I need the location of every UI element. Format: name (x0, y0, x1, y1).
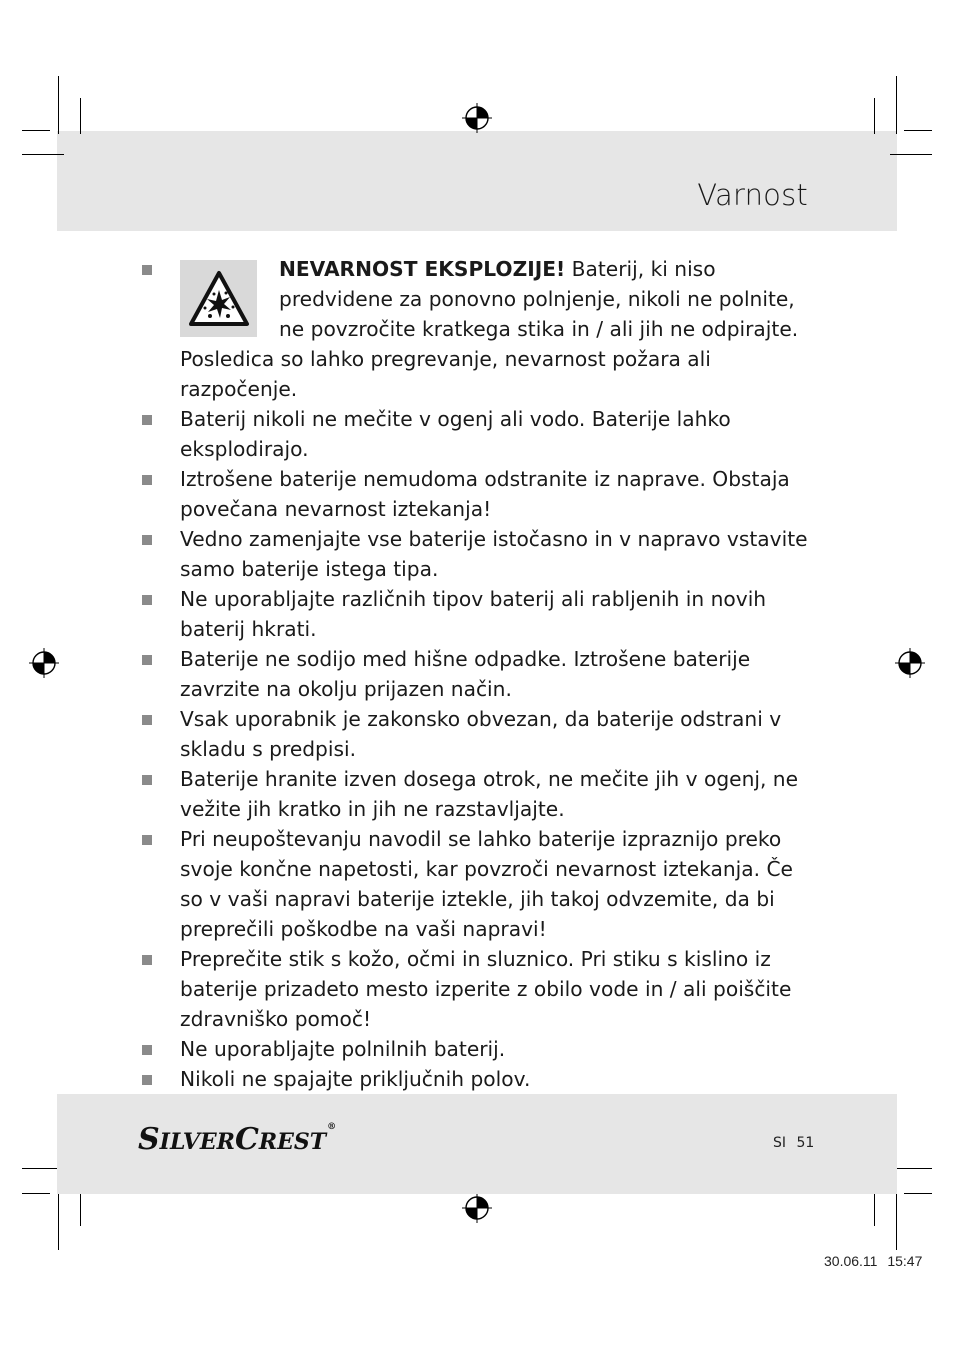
bullet-square-icon (142, 955, 152, 965)
bullet-square-icon (142, 415, 152, 425)
registration-mark-icon (29, 648, 59, 678)
registration-mark-icon (462, 1193, 492, 1223)
bullet-square-icon (142, 1075, 152, 1085)
list-item (140, 1034, 820, 1064)
warning-text: Baterij, ki niso predvidene za ponovno polnjenje, nikoli ne polnite, ne povzročite kratkega stika in / ali jih ne odpirajte. Posledica so lahko pregrevanje, nevarnost požara ali razpočenje. (180, 257, 799, 401)
page-title: Varnost (697, 178, 808, 212)
list-item (140, 524, 820, 584)
list-item-text: Pri neupoštevanju navodil se lahko baterije izpraznijo preko svoje končne napetosti, kar povzroči nevarnost iztekanja. Če so v vaši napravi baterije iztekle, jih takoj odvzemite, da bi preprečili poškodbe na vaši napravi! (180, 827, 793, 941)
warning-label: NEVARNOST EKSPLOZIJE! (279, 257, 566, 281)
safety-list (140, 254, 820, 1124)
list-item (140, 1064, 820, 1094)
bullet-square-icon (142, 595, 152, 605)
list-item-text: Baterije ne sodijo med hišne odpadke. Iztrošene baterije zavrzite na okolju prijazen način. (180, 647, 751, 701)
bullet-square-icon (142, 775, 152, 785)
bullet-square-icon (142, 535, 152, 545)
list-item (140, 704, 820, 764)
list-item (140, 254, 820, 404)
bullet-square-icon (142, 655, 152, 665)
list-item-text: Preprečite stik s kožo, očmi in sluznico. Pri stiku s kislino iz baterije prizadeto mesto izperite z obilo vode in / ali poiščite zdravniško pomoč! (180, 947, 792, 1031)
list-item (140, 944, 820, 1034)
list-item-text: Vedno zamenjajte vse baterije istočasno in v napravo vstavite samo baterije istega tipa. (180, 527, 808, 581)
bullet-square-icon (142, 265, 152, 275)
list-item-text: Vsak uporabnik je zakonsko obvezan, da baterije odstrani v skladu s predpisi. (180, 707, 782, 761)
page-number: SI 51 (773, 1135, 815, 1151)
list-item-text: Ne uporabljajte različnih tipov baterij ali rabljenih in novih baterij hkrati. (180, 587, 767, 641)
registration-mark-icon (462, 103, 492, 133)
list-item (140, 824, 820, 944)
list-item (140, 464, 820, 524)
list-item-text: Baterij nikoli ne mečite v ogenj ali vodo. Baterije lahko eksplodirajo. (180, 407, 731, 461)
list-item-text: Iztrošene baterije nemudoma odstranite iz naprave. Obstaja povečana nevarnost iztekanja! (180, 467, 790, 521)
bullet-square-icon (142, 715, 152, 725)
registration-mark-icon (895, 648, 925, 678)
bullet-square-icon (142, 835, 152, 845)
bullet-square-icon (142, 475, 152, 485)
list-item (140, 644, 820, 704)
list-item (140, 764, 820, 824)
list-item-text: Baterije hranite izven dosega otrok, ne mečite jih v ogenj, ne vežite jih kratko in jih ne razstavljajte. (180, 767, 799, 821)
print-timestamp: 30.06.11 15:47 (824, 1253, 923, 1269)
warning-icon-box (180, 260, 257, 337)
list-item-text: Nikoli ne spajajte priključnih polov. (180, 1067, 531, 1091)
brand-logo: SILVERCREST® (138, 1122, 337, 1157)
bullet-square-icon (142, 1045, 152, 1055)
list-item (140, 584, 820, 644)
list-item (140, 404, 820, 464)
explosion-warning-icon (188, 270, 250, 328)
list-item-text: Ne uporabljajte polnilnih baterij. (180, 1037, 506, 1061)
